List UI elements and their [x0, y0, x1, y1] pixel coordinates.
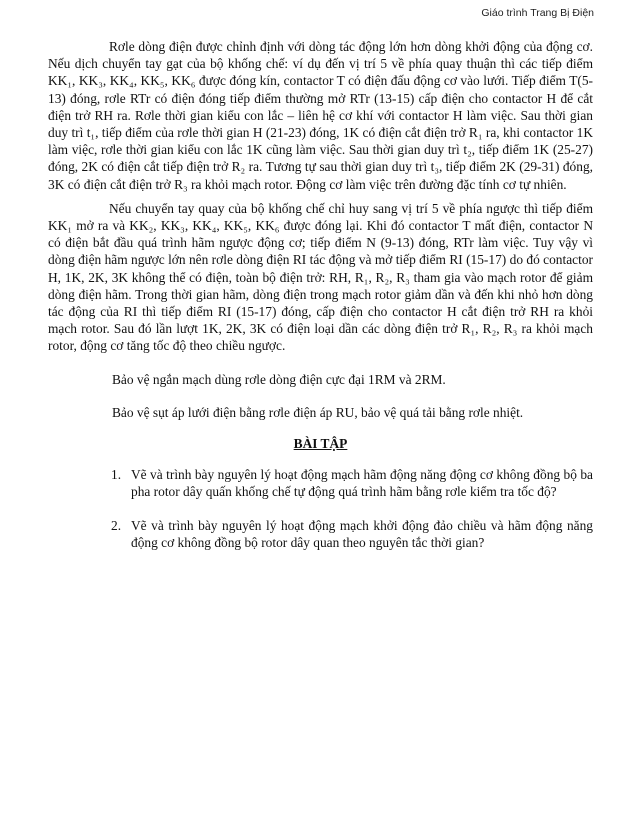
paragraph-reverse-braking: Nếu chuyển tay quay của bộ khống chế chỉ huy sang vị trí 5 về phía ngược thì tiếp điểm KK₁ mở ra và KK₂, KK₃, KK₄, KK₅, KK₆ được đóng lại. Khi đó contactor T mất điện, contactor N có điện bắt đầu quá trình hãm ngược động cơ; tiếp điểm N (9-13) đóng, RTr làm việc. Tuy vậy vì dòng điện hãm ngược lớn nên rơle dòng điện RI tác động và mở tiếp điểm RI (15-17) do đó contactor H, 1K, 2K, 3K không thể có điện, toàn bộ điện trở: RH, R₁, R₂, R₃ tham gia vào mạch rotor để giảm dòng điện hãm. Trong thời gian hãm, dòng điện trong mạch rotor giảm dần và đến khi nhỏ hơn dòng tác động của RI thì tiếp điểm RI (15-17) đóng, cấp điện cho contactor H cắt điện trở RH ra khỏi mạch rotor. Sau đó lần lượt 1K, 2K, 3K có điện loại dần các dòng điện trở R₁, R₂, R₃ ra khỏi mạch rotor, động cơ tăng tốc độ theo chiều ngược. — [48, 200, 593, 354]
paragraph-undervoltage-protection: Bảo vệ sụt áp lưới điện bằng rơle điện áp RU, bảo vệ quá tải bằng rơle nhiệt. — [112, 404, 524, 420]
paragraph-forward-start: Rơle dòng điện được chỉnh định với dòng tác động lớn hơn dòng khởi động của động cơ. Nếu dịch chuyển tay gạt của bộ khống chế: ví dụ đến vị trí 5 về phía quay thuận thì các tiếp điểm KK₁, KK₃, KK₄, KK₅, KK₆ được đóng kín, contactor T có điện đấu động cơ vào lưới. Tiếp điểm T(5-13) đóng, rơle RTr có điện đóng tiếp điểm thường mở RTr (13-15) cấp điện cho contactor H để cắt điện trở RH ra. Rơle thời gian kiểu con lắc – liên hệ cơ khí với contactor H làm việc. Sau thời gian duy trì t₁, tiếp điểm của rơle thời gian H (21-23) đóng, 1K có điện cắt điện trở R₁ ra, khi contactor 1K làm việc, rơle thời gian kiểu con lắc 1K cũng làm việc. Sau thời gian duy trì t₂, tiếp điểm 1K (25-27) đóng, 2K có điện cắt tiếp điện trở R₂ ra. Tương tự sau thời gian duy trì t₃, tiếp điểm 2K (29-31) đóng, 3K có điện cắt điện trở R₃ ra khỏi mạch rotor. Động cơ làm việc trên đường đặc tính cơ tự nhiên. — [48, 39, 593, 192]
paragraph-short-circuit-protection: Bảo vệ ngắn mạch dùng rơle dòng điện cực đại 1RM và 2RM. — [112, 371, 446, 387]
exercise-list — [48, 466, 593, 551]
exercise-text: Vẽ và trình bày nguyên lý hoạt động mạch khởi động đảo chiều và hãm động năng động cơ không đồng bộ rotor dây quan theo nguyên tắc thời gian? — [131, 517, 593, 550]
exercise-number: 1. — [111, 467, 122, 483]
exercise-number: 2. — [111, 517, 122, 533]
exercise-item — [48, 517, 593, 551]
exercise-item — [48, 466, 593, 500]
document-body — [48, 38, 593, 567]
exercise-text: Vẽ và trình bày nguyên lý hoạt động mạch hãm động năng động cơ không đồng bộ ba pha rotor dây quấn khống chế tự động quá trình hãm bằng rơle kiểm tra tốc độ? — [131, 467, 593, 500]
page-header: Giáo trình Trang Bị Điện — [481, 7, 594, 19]
exercises-title: BÀI TẬP — [293, 436, 348, 452]
